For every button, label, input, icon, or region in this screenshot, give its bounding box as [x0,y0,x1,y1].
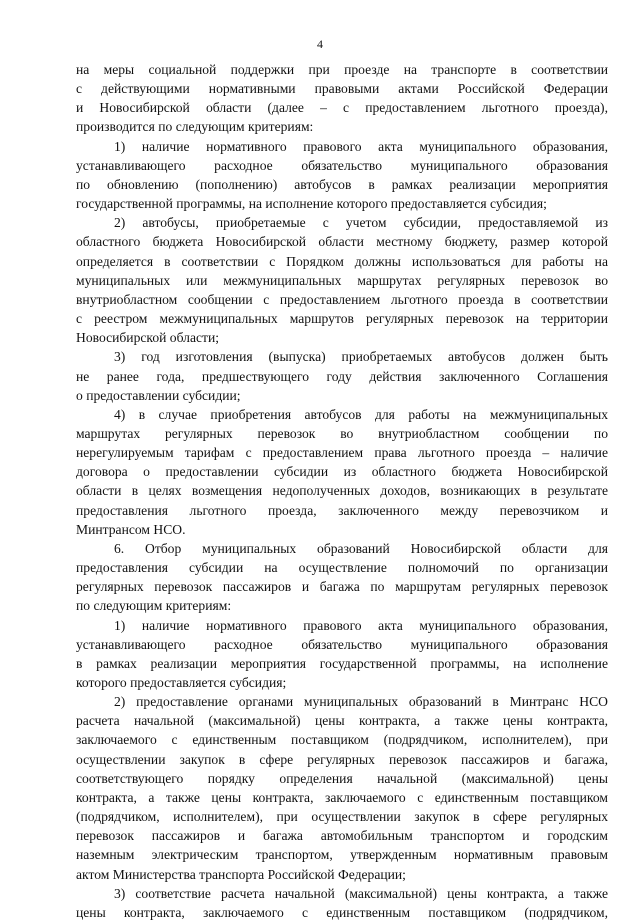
text-line: 2) предоставление органами муниципальных образований в Минтранс НСО [114,694,608,710]
text-line: и Новосибирской области (далее – с предоставлением льготного проезда), [76,100,608,116]
text-line: области в целях возмещения недополученных доходов, возникающих в результате [76,483,608,499]
text-line: договора о предоставлении субсидии из областного бюджета Новосибирской [76,464,608,480]
text-line: по обновлению (пополнению) автобусов в рамках реализации мероприятия [76,176,608,192]
text-line: государственной программы, на исполнение которого предоставляется субсидия; [76,196,547,212]
text-line: 1) наличие нормативного правового акта муниципального образования, [114,617,608,633]
text-line: на меры социальной поддержки при проезде на транспорте в соответствии [76,62,608,77]
text-line: (подрядчиком, исполнителем), при осуществлении закупок в сфере регулярных [76,809,608,825]
text-line: соответствующего порядку определения начальной (максимальной) цены [76,770,608,786]
text-line: осуществлении закупок в сфере регулярных перевозок пассажиров и багажа, [76,751,608,767]
document-body [76,60,608,922]
text-line: по следующим критериям: [76,598,232,614]
text-line: устанавливающего расходное обязательство муниципального образования [76,157,608,173]
text-line: расчета начальной (максимальной) цены контракта, а также цены контракта, [76,713,608,729]
text-line: не ранее года, предшествующего году действия заключенного Соглашения [76,368,608,384]
text-line: нерегулируемым тарифам с предоставлением права льготного проезда – наличие [76,445,608,461]
text-line: предоставления субсидии на осуществление полномочий по организации [76,560,608,576]
text-line: 4) в случае приобретения автобусов для работы на межмуниципальных [114,406,608,422]
text-line: наземным электрическим транспортом, утвержденным нормативным правовым [76,847,608,863]
text-line: Новосибирской области; [76,330,220,346]
text-line: о предоставлении субсидии; [76,387,241,403]
text-line: маршрутах регулярных перевозок во внутриобластном сообщении по [76,425,608,441]
text-line: 3) соответствие расчета начальной (максимальной) цены контракта, а также [114,885,608,901]
text-line: внутриобластном сообщении с предоставлением льготного проезда в соответствии [76,291,608,307]
text-line: 2) автобусы, приобретаемые с учетом субсидии, предоставляемой из [114,215,608,231]
text-line: с действующими нормативными правовыми актами Российской Федерации [76,81,608,97]
text-line: контракта, а также цены контракта, заключаемого с единственным поставщиком [76,789,608,805]
text-line: устанавливающего расходное обязательство муниципального образования [76,636,608,652]
text-line: с реестром межмуниципальных маршрутов регулярных перевозок на территории [76,311,608,327]
text-line: 3) год изготовления (выпуска) приобретаемых автобусов должен быть [114,349,608,365]
text-line: актом Министерства транспорта Российской Федерации; [76,866,406,882]
text-line: цены контракта, заключаемого с единственным поставщиком (подрядчиком, [76,904,608,920]
text-line: муниципальных или межмуниципальных маршрутах регулярных перевозок во [76,272,608,288]
text-line: предоставления льготного проезда, заключенного между перевозчиком и [76,502,608,518]
text-line: определяется в соответствии с Порядком должны использоваться для работы на [76,253,608,269]
text-line: регулярных перевозок пассажиров и багажа по маршрутам регулярных перевозок [76,579,608,595]
text-line: в рамках реализации мероприятия государственной программы, на исполнение [76,655,608,671]
text-line: 6. Отбор муниципальных образований Новосибирской области для [114,540,608,556]
text-line: областного бюджета Новосибирской области местному бюджету, размер которой [76,234,608,250]
text-line: заключаемого с единственным поставщиком (подрядчиком, исполнителем), при [76,732,608,748]
text-line: Минтрансом НСО. [76,521,186,537]
text-line: которого предоставляется субсидия; [76,675,287,690]
text-line: 1) наличие нормативного правового акта муниципального образования, [114,138,608,154]
text-line: производится по следующим критериям: [76,119,314,135]
text-line: перевозок пассажиров и багажа автомобильным транспортом и городским [76,828,608,844]
page-number: 4 [317,37,323,51]
